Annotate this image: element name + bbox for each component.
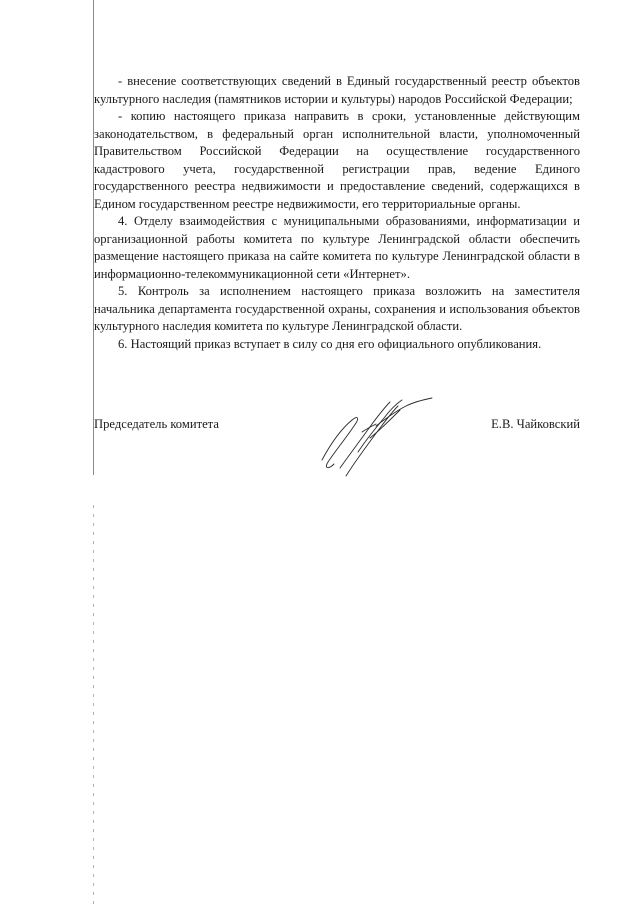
signer-title: Председатель комитета xyxy=(94,417,219,431)
document-body xyxy=(94,73,580,353)
paragraph-item-6: 6. Настоящий приказ вступает в силу со дня его официального опубликования. xyxy=(118,336,542,351)
scan-edge-dotted-line xyxy=(93,505,94,905)
paragraph-item-4: 4. Отделу взаимодействия с муниципальными образованиями, информатизации и организационной работы комитета по культуре Ленинградской области обеспечить размещение настоящего приказа на сайте комитета по культуре Ленинградской области в информационно-телекоммуникационной сети «Интернет». xyxy=(94,214,580,281)
signature-block xyxy=(94,416,580,436)
paragraph-registry-entry: - внесение соответствующих сведений в Единый государственный реестр объектов культурного наследия (памятников истории и культуры) народов Российской Федерации; xyxy=(94,74,580,106)
signer-name: Е.В. Чайковский xyxy=(491,417,580,431)
paragraph-item-5: 5. Контроль за исполнением настоящего приказа возложить на заместителя начальника департамента государственной охраны, сохранения и использования объектов культурного наследия комитета по культуре Ленинградской области. xyxy=(94,284,580,333)
paragraph-send-copy: - копию настоящего приказа направить в сроки, установленные действующим законодательством, в федеральный орган исполнительной власти, уполномоченный Правительством Российской Федерации на осуществление государственного кадастрового учета, государственной регистрации прав, ведение Единого государственного реестра недвижимости и предоставление сведений, содержащихся в Едином государственном реестре недвижимости, его территориальные органы. xyxy=(94,109,580,211)
